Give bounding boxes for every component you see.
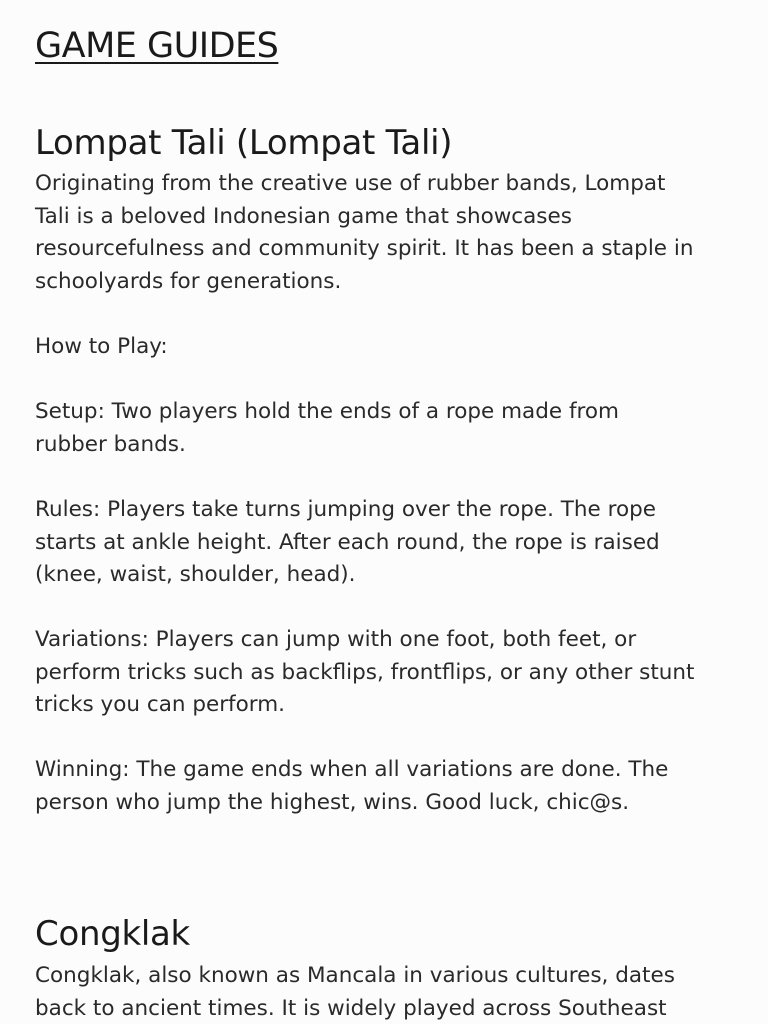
guide-intro: Originating from the creative use of rubber bands, Lompat Tali is a beloved Indonesian game that showcases resourcefulness and community spirit. It has been a staple in schoolyards for generations. [35, 171, 694, 294]
page-title: GAME GUIDES [35, 26, 279, 66]
guide-title: Lompat Tali (Lompat Tali) [35, 123, 453, 163]
variations-text: Variations: Players can jump with one foot, both feet, or perform tricks such as backflips, frontflips, or any other stunt tricks you can perform. [35, 627, 695, 718]
rules-text: Rules: Players take turns jumping over the rope. The rope starts at ankle height. After each round, the rope is raised (knee, waist, shoulder, head). [35, 497, 660, 588]
setup-text: Setup: Two players hold the ends of a rope made from rubber bands. [35, 399, 619, 457]
guide-intro: Congklak, also known as Mancala in various cultures, dates back to ancient times. It is widely played across Southeast [35, 963, 675, 1021]
winning-text: Winning: The game ends when all variations are done. The person who jump the highest, wins. Good luck, chic@s. [35, 757, 669, 815]
how-to-play-heading: How to Play: [35, 334, 168, 359]
guide-title: Congklak [35, 914, 190, 954]
